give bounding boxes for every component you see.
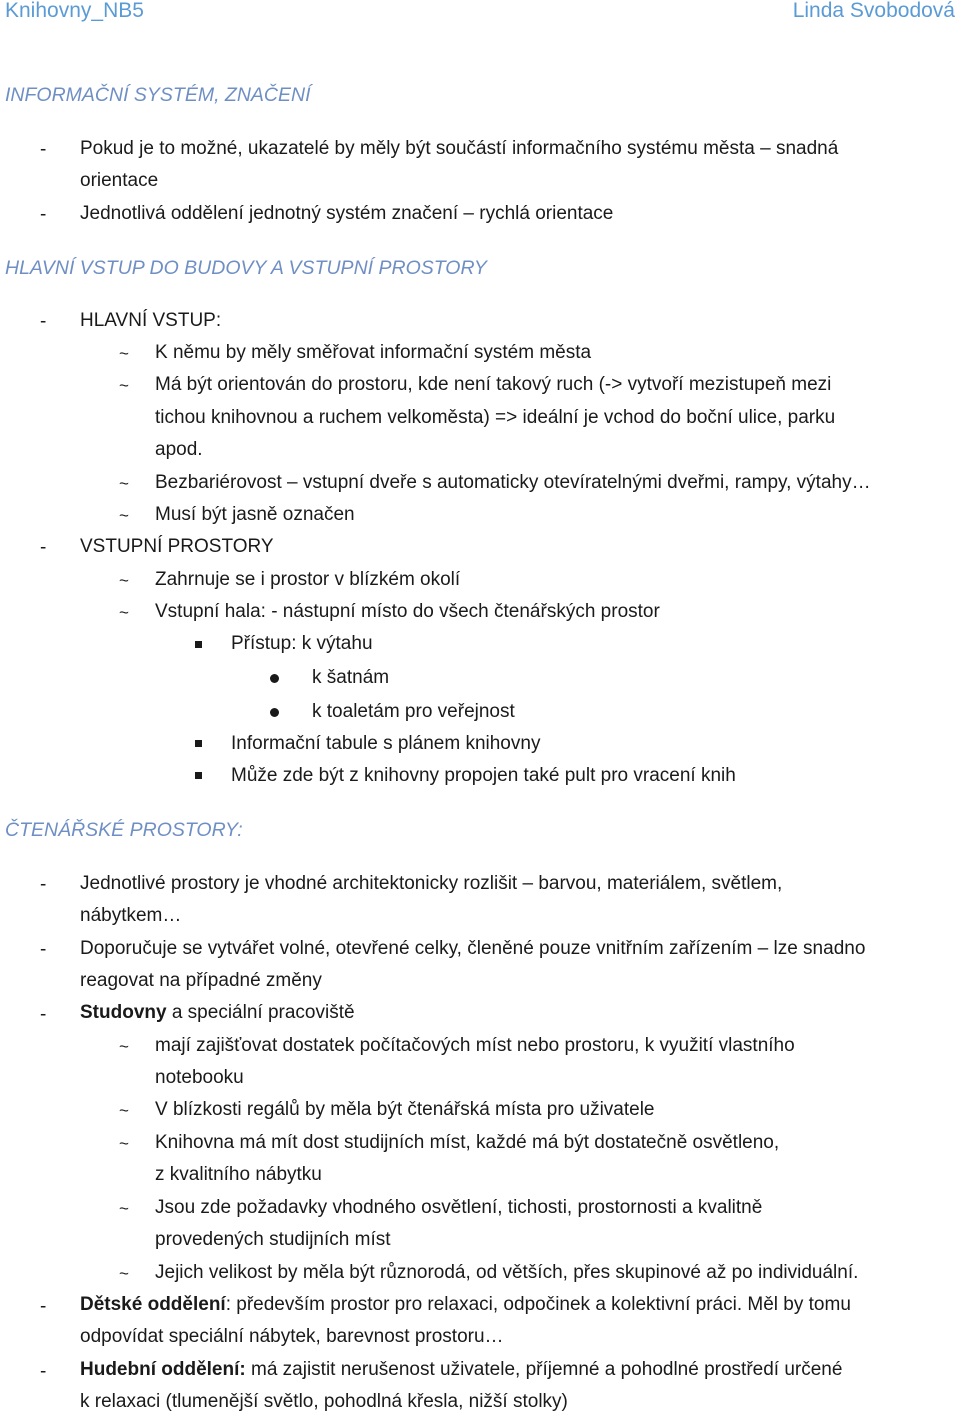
sublist-item: Bezbariérovost – vstupní dveře s automaticky otevíratelnými dveřmi, rampy, výtahy… <box>155 472 871 493</box>
tilde-marker: ~ <box>119 1101 129 1120</box>
tilde-marker: ~ <box>119 1134 129 1153</box>
dash-marker: - <box>40 139 47 160</box>
list-item-text: má zajistit nerušenost uživatele, příjemné a pohodlné prostředí určené <box>245 1359 843 1380</box>
sublist-item: mají zajišťovat dostatek počítačových míst nebo prostoru, k využití vlastního <box>155 1035 795 1056</box>
sublist-item: Knihovna má mít dost studijních míst, každé má být dostatečně osvětleno, <box>155 1132 780 1153</box>
list-item-continuation: nábytkem… <box>80 905 182 926</box>
list-item <box>80 1359 842 1381</box>
list-item: Doporučuje se vytvářet volné, otevřené celky, členěné pouze vnitřním zařízením – lze snadno <box>80 938 866 959</box>
section-heading-hlavni: HLAVNÍ VSTUP DO BUDOVY A VSTUPNÍ PROSTORY <box>5 257 487 279</box>
sublist-item: Má být orientován do prostoru, kde není takový ruch (-> vytvoří mezistupeň mezi <box>155 374 832 395</box>
bullet-item: k šatnám <box>312 667 390 688</box>
list-item-continuation: odpovídat speciální nábytek, barevnost prostoru… <box>80 1326 504 1347</box>
tilde-marker: ~ <box>119 1037 129 1056</box>
list-item-continuation: reagovat na případné změny <box>80 970 322 991</box>
subsublist-item: Může zde být z knihovny propojen také pult pro vracení knih <box>231 765 736 786</box>
sublist-item: K němu by měly směřovat informační systém města <box>155 342 592 363</box>
sublist-item: Jsou zde požadavky vhodného osvětlení, tichosti, prostornosti a kvalitně <box>155 1197 763 1218</box>
tilde-marker: ~ <box>119 1199 129 1218</box>
tilde-marker: ~ <box>119 506 129 525</box>
sublist-item: Zahrnuje se i prostor v blízkém okolí <box>155 569 461 590</box>
list-item <box>80 1294 851 1316</box>
dash-marker: - <box>40 1296 47 1317</box>
sublist-item-continuation: apod. <box>155 439 203 460</box>
list-item: Jednotlivé prostory je vhodné architektonicky rozlišit – barvou, materiálem, světlem, <box>80 873 783 894</box>
square-bullet-icon <box>195 641 202 648</box>
sublist-item-continuation: notebooku <box>155 1067 244 1088</box>
bold-term: Hudební oddělení: <box>80 1359 246 1380</box>
round-bullet-icon <box>270 674 279 683</box>
tilde-marker: ~ <box>119 376 129 395</box>
dash-marker: - <box>40 939 47 960</box>
sublist-item: Vstupní hala: - nástupní místo do všech čtenářských prostor <box>155 601 660 622</box>
dash-marker: - <box>40 204 47 225</box>
list-item-continuation: orientace <box>80 170 159 191</box>
list-item: Jednotlivá oddělení jednotný systém značení – rychlá orientace <box>80 203 614 224</box>
section-heading-ctenarske: ČTENÁŘSKÉ PROSTORY: <box>5 819 243 841</box>
subsublist-item: Přístup: k výtahu <box>231 633 373 654</box>
round-bullet-icon <box>270 708 279 717</box>
dash-marker: - <box>40 874 47 895</box>
square-bullet-icon <box>195 772 202 779</box>
section-heading-informacni: INFORMAČNÍ SYSTÉM, ZNAČENÍ <box>5 84 311 106</box>
tilde-marker: ~ <box>119 571 129 590</box>
dash-marker: - <box>40 311 47 332</box>
list-item: Pokud je to možné, ukazatelé by měly být součástí informačního systému města – snadná <box>80 138 839 159</box>
sublist-item-continuation: tichou knihovnou a ruchem velkoměsta) => ideální je vchod do boční ulice, parku <box>155 407 836 428</box>
sublist-item-continuation: provedených studijních míst <box>155 1229 391 1250</box>
tilde-marker: ~ <box>119 603 129 622</box>
tilde-marker: ~ <box>119 1264 129 1283</box>
bullet-item: k toaletám pro veřejnost <box>312 701 515 722</box>
list-item <box>80 1002 355 1024</box>
dash-marker: - <box>40 1361 47 1382</box>
subsublist-item: Informační tabule s plánem knihovny <box>231 733 541 754</box>
header-author: Linda Svobodová <box>792 0 955 22</box>
bold-term: Dětské oddělení <box>80 1294 226 1315</box>
sublist-item: V blízkosti regálů by měla být čtenářská místa pro uživatele <box>155 1099 655 1120</box>
square-bullet-icon <box>195 740 202 747</box>
list-item-continuation: k relaxaci (tlumenější světlo, pohodlná křesla, nižší stolky) <box>80 1391 568 1412</box>
list-item-text: : především prostor pro relaxaci, odpočinek a kolektivní práci. Měl by tomu <box>225 1294 851 1315</box>
list-item: VSTUPNÍ PROSTORY <box>80 536 274 557</box>
list-item-text: a speciální pracoviště <box>166 1002 355 1023</box>
sublist-item: Jejich velikost by měla být různorodá, od větších, přes skupinové až po individuální. <box>155 1262 859 1283</box>
list-item: HLAVNÍ VSTUP: <box>80 310 222 331</box>
dash-marker: - <box>40 537 47 558</box>
tilde-marker: ~ <box>119 474 129 493</box>
sublist-item: Musí být jasně označen <box>155 504 355 525</box>
dash-marker: - <box>40 1004 47 1025</box>
tilde-marker: ~ <box>119 344 129 363</box>
sublist-item-continuation: z kvalitního nábytku <box>155 1164 322 1185</box>
header-title-left: Knihovny_NB5 <box>5 0 144 22</box>
bold-term: Studovny <box>80 1002 167 1023</box>
